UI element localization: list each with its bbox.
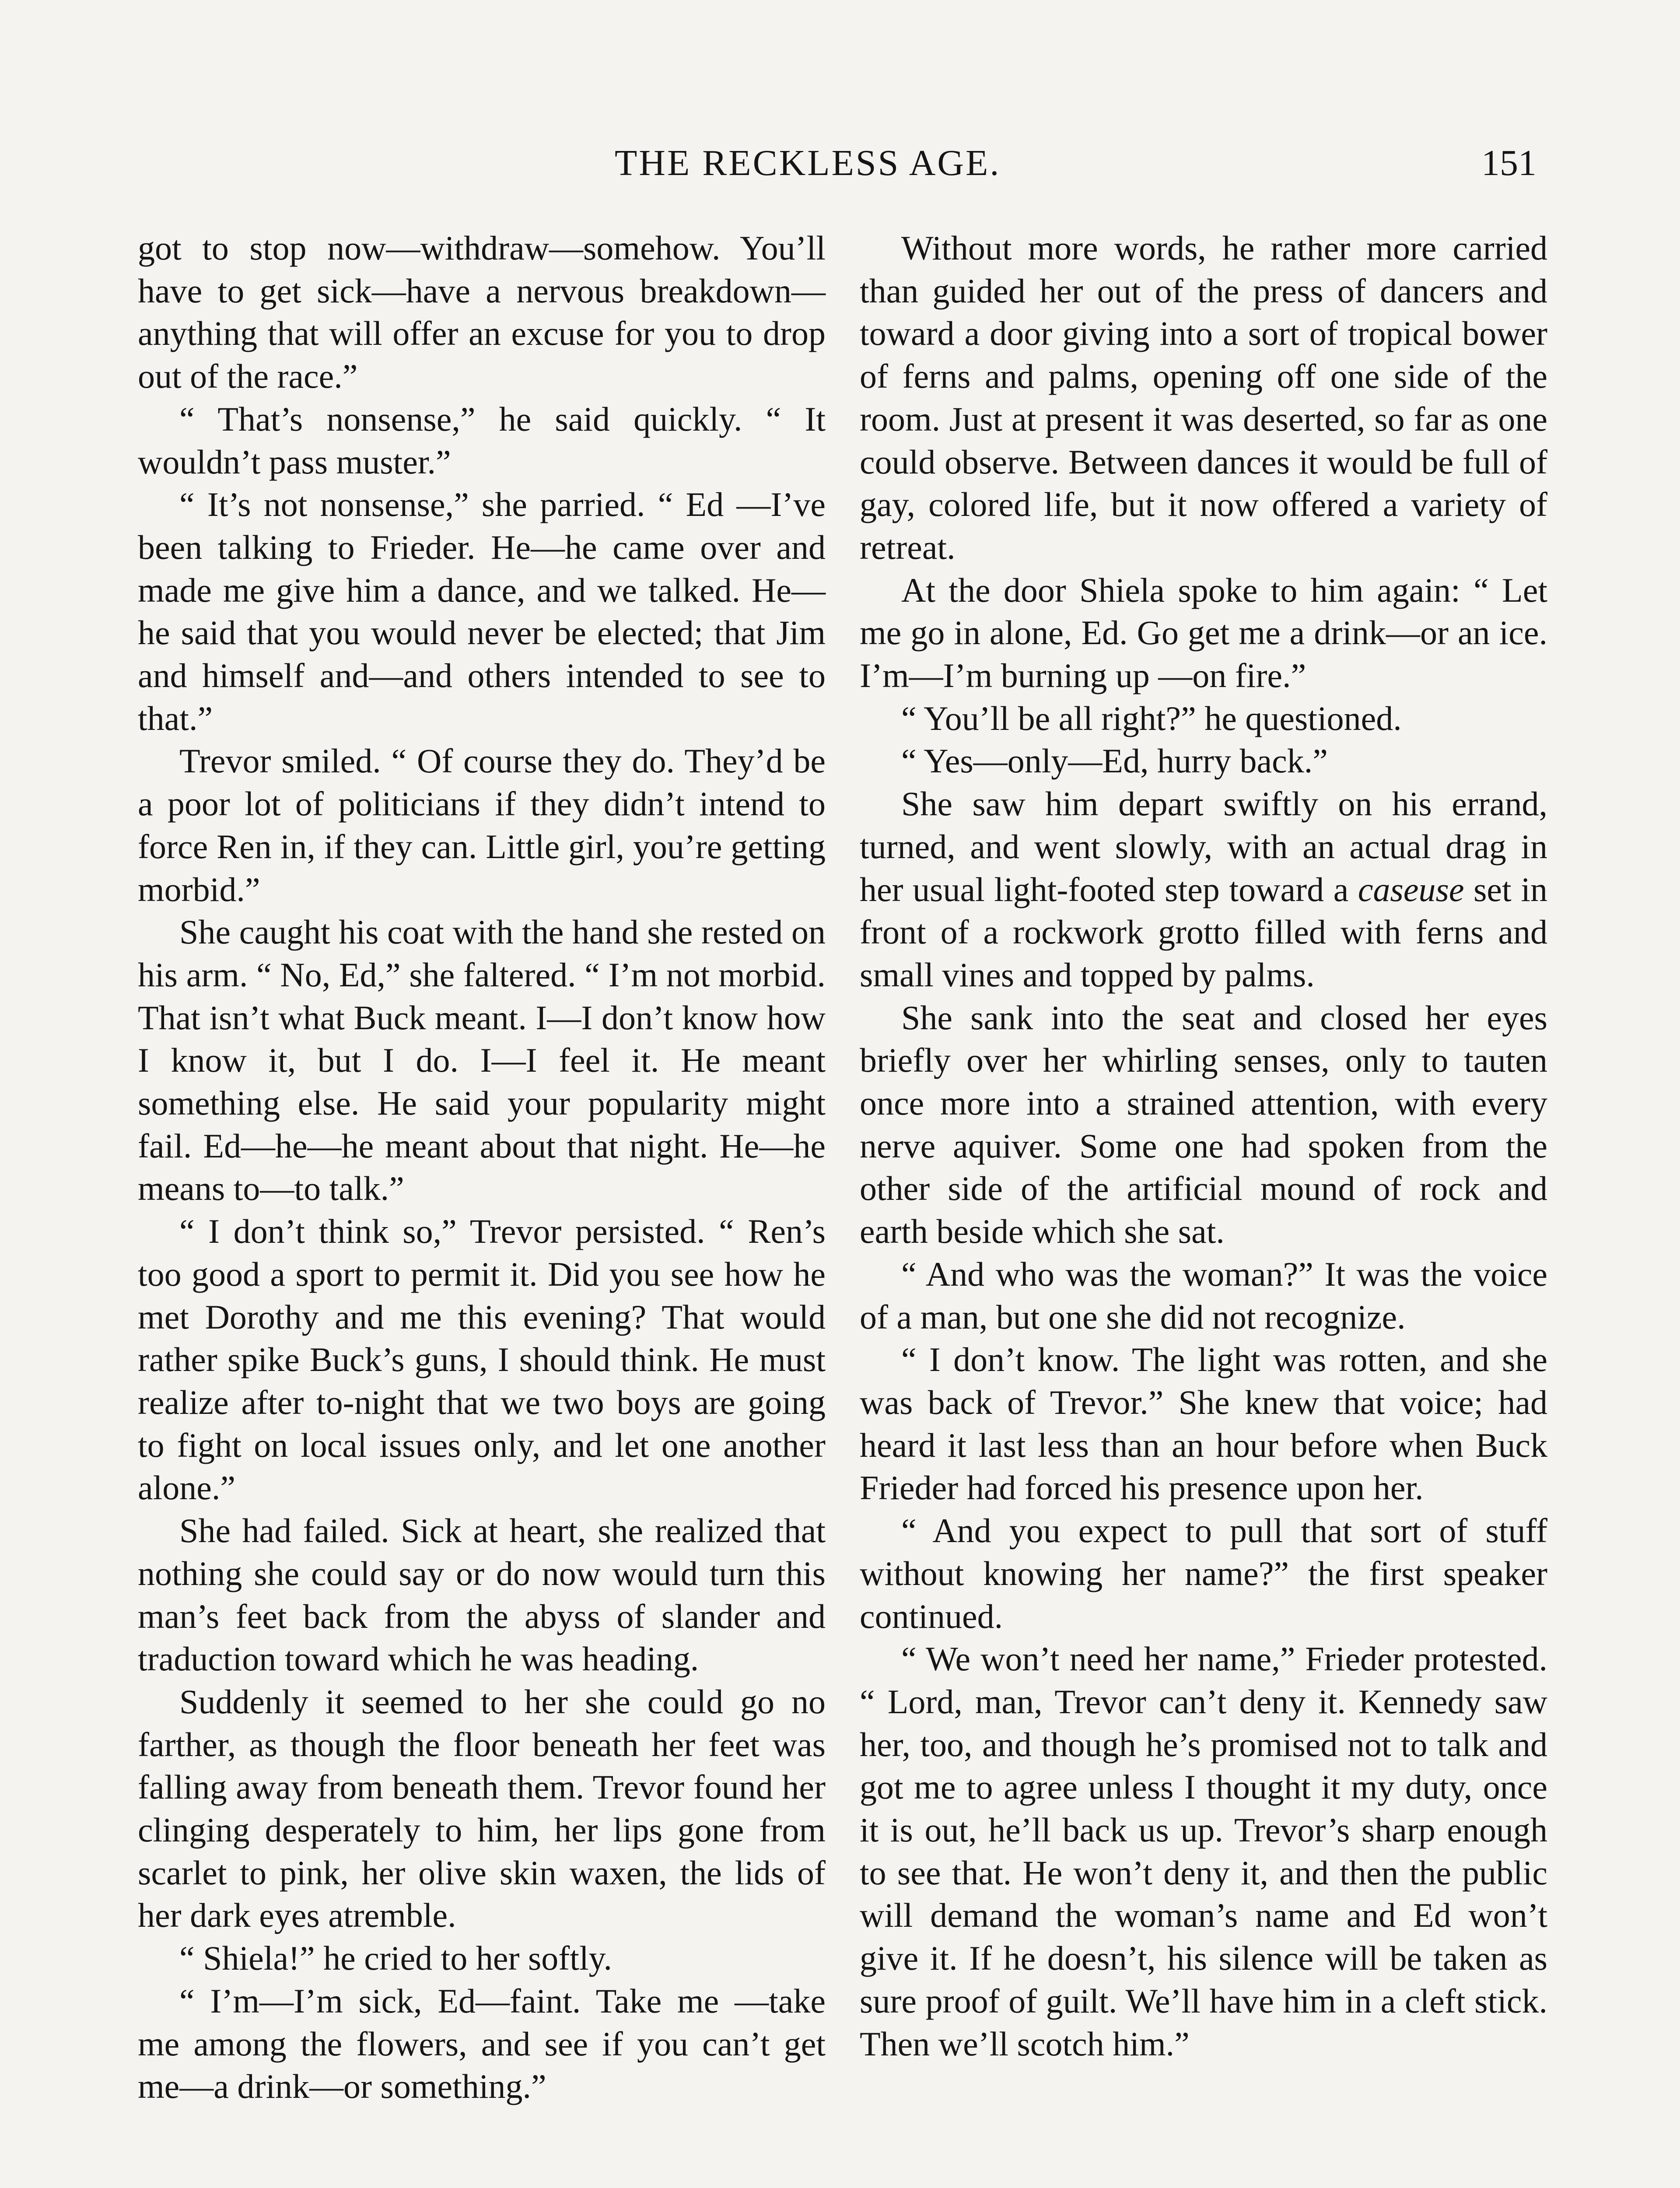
paragraph: She had failed. Sick at heart, she realized that nothing she could say or do now would turn this man’s feet back from the abyss of slander and traduction toward which he was heading. [138,1511,826,1678]
paragraph: “ It’s not nonsense,” she parried. “ Ed —I’ve been talking to Frieder. He—he came over and made me give him a dance, and we talked. He—he said that you would never be elected; that Jim and himself and—and others intended to see to that.” [138,485,826,737]
page-number: 151 [1481,143,1536,183]
running-head [0,139,1680,187]
paragraph: “ We won’t need her name,” Frieder protested. “ Lord, man, Trevor can’t deny it. Kennedy saw her, too, and though he’s promised not to talk and got me to agree unless I thought it my duty, once it is out, he’ll back us up. Trevor’s sharp enough to see that. He won’t deny it, and then the public will demand the woman’s name and Ed won’t give it. If he doesn’t, his silence will be taken as sure proof of guilt. We’ll have him in a cleft stick. Then we’ll scotch him.” [860,1640,1547,2063]
paragraph: “ And you expect to pull that sort of stuff without knowing her name?” the first speaker continued. [860,1511,1547,1635]
right-column [860,227,1547,2065]
paragraph: “ I don’t think so,” Trevor persisted. “ Ren’s too good a sport to permit it. Did you see how he met Dorothy and me this evening? That would rather spike Buck’s guns, I should think. He must realize after to-night that we two boys are going to fight on local issues only, and let one another alone.” [138,1212,826,1507]
paragraph-text: She saw him depart swiftly on his errand, turned, and went slowly, with an actual drag in her usual light-footed step toward a [860,785,1547,908]
running-title: THE RECKLESS AGE. [615,143,1001,183]
paragraph: “ I don’t know. The light was rotten, and she was back of Trevor.” She knew that voice; had heard it last less than an hour before when Buck Frieder had forced his presence upon her. [860,1340,1547,1507]
paragraph: At the door Shiela spoke to him again: “ Let me go in alone, Ed. Go get me a drink—or an ice. I’m—I’m burning up —on fire.” [860,571,1547,695]
paragraph: “ Yes—only—Ed, hurry back.” [901,742,1328,780]
paragraph: got to stop now—withdraw—somehow. You’ll have to get sick—have a nervous breakdown—anything that will offer an excuse for you to drop out of the race.” [138,229,826,396]
paragraph-with-italic [860,782,1547,996]
paragraph: “ You’ll be all right?” he questioned. [901,699,1402,737]
paragraph: Trevor smiled. “ Of course they do. They’d be a poor lot of politicians if they didn’t intend to force Ren in, if they can. Little girl, you’re getting morbid.” [138,742,826,908]
paragraph-text: set in front of a rockwork grotto filled with ferns and small vines and topped by palms. [860,870,1547,994]
paragraph: “ And who was the woman?” It was the voice of a man, but one she did not recognize. [860,1255,1547,1336]
paragraph: She sank into the seat and closed her eyes briefly over her whirling senses, only to tauten once more into a strained attention, with every nerve aquiver. Some one had spoken from the other side of the artificial mound of rock and earth beside which she sat. [860,998,1547,1251]
left-column [138,227,826,2108]
paragraph: “ I’m—I’m sick, Ed—faint. Take me —take me among the flowers, and see if you can’t get me—a drink—or something.” [138,1981,826,2106]
paragraph: Without more words, he rather more carried than guided her out of the press of dancers and toward a door giving into a sort of tropical bower of ferns and palms, opening off one side of the room. Just at present it was deserted, so far as one could observe. Between dances it would be full of gay, colored life, but it now offered a variety of retreat. [860,229,1547,566]
paragraph: Suddenly it seemed to her she could go no farther, as though the floor beneath her feet was falling away from beneath them. Trevor found her clinging desperately to him, her lips gone from scarlet to pink, her olive skin waxen, the lids of her dark eyes atremble. [138,1682,826,1935]
italic-word: caseuse [1358,870,1464,908]
paragraph: “ Shiela!” he cried to her softly. [179,1939,612,1978]
paragraph: She caught his coat with the hand she rested on his arm. “ No, Ed,” she faltered. “ I’m not morbid. That isn’t what Buck meant. I—I don’t know how I know it, but I do. I—I feel it. He meant something else. He said your popularity might fail. Ed—he—he meant about that night. He—he means to—to talk.” [138,913,826,1208]
paragraph: “ That’s nonsense,” he said quickly. “ It wouldn’t pass muster.” [138,400,826,481]
